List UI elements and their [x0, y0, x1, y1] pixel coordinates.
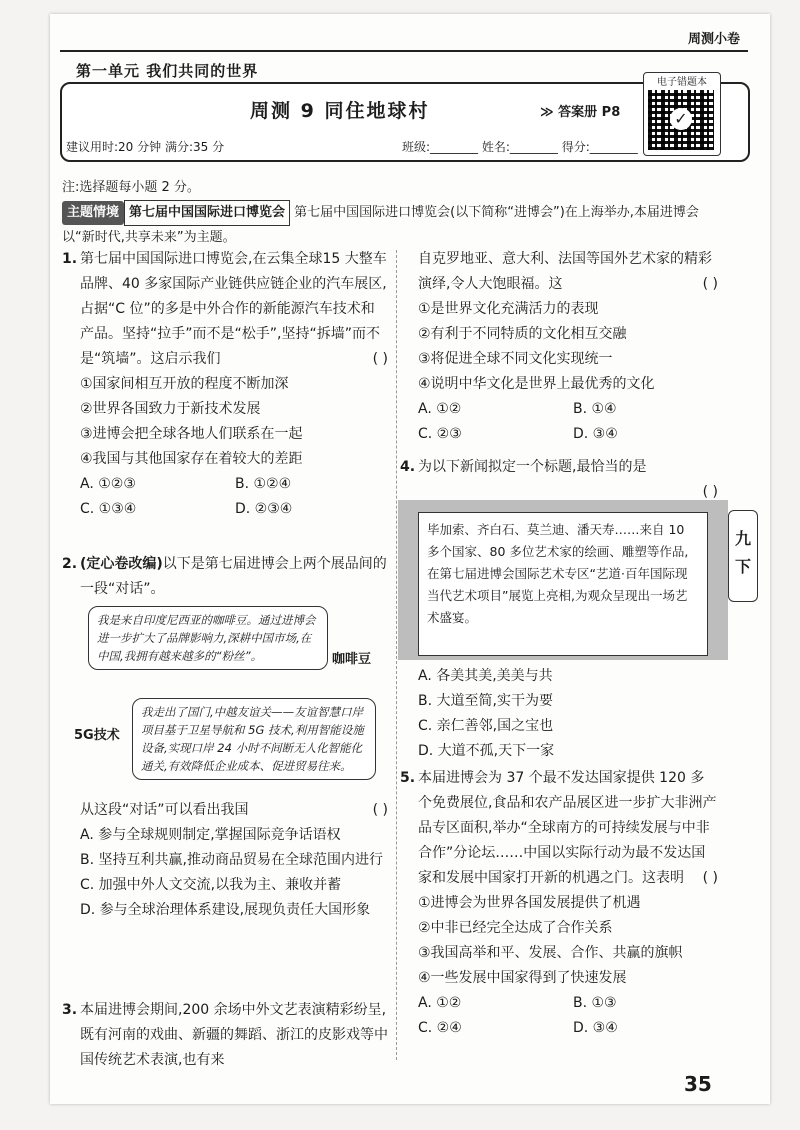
side-tab-char: 下 [734, 557, 751, 576]
q2-option[interactable]: D. 参与全球治理体系建设,展现负责任大国形象 [80, 902, 371, 918]
question-1 [62, 247, 388, 522]
question-5 [400, 766, 718, 1041]
q3-option[interactable]: A. ①② [418, 401, 462, 417]
q2-stem: 以下是第七届进博会上两个展品间的一段“对话”。 [80, 556, 387, 597]
q5-option[interactable]: C. ②④ [418, 1020, 462, 1036]
q2-option[interactable]: C. 加强中外人文交流,以我为主、兼收并蓄 [80, 877, 342, 893]
q1-option[interactable]: C. ①③④ [80, 501, 137, 517]
question-2 [62, 552, 388, 602]
q5-answer-paren[interactable]: ( ) [702, 870, 718, 886]
q3-option[interactable]: C. ②③ [418, 426, 462, 442]
q5-item: ②中非已经完全达成了合作关系 [418, 920, 613, 936]
q5-item: ③我国高举和平、发展、合作、共赢的旗帜 [418, 945, 683, 961]
q1-item: ③进博会把全球各地人们联系在一起 [80, 426, 303, 442]
question-4 [400, 455, 718, 505]
q2-option[interactable]: A. 参与全球规则制定,掌握国际竞争话语权 [80, 827, 341, 843]
q3-number: 3. [62, 1002, 78, 1018]
q2-source-tag: (定心卷改编) [80, 556, 163, 572]
5g-speech-bubble: 我走出了国门,中越友谊关——友谊智慧口岸项目基于卫星导航和 5G 技术,利用智能设施设备,实现口岸 24 小时不间断无人化智能化通关,有效降低企业成本、促进贸易往来。 [132, 698, 376, 780]
q4-answer-paren[interactable]: ( ) [702, 484, 718, 500]
q1-option[interactable]: D. ②③④ [235, 501, 293, 517]
q5-stem: 本届进博会为 37 个最不发达国家提供 120 多个免费展位,食品和农产品展区进一步扩大非洲产品专区面积,举办“全球南方的可持续发展与中非合作”分论坛……中国以实际行动为最不发达国家和发展中国家打开新的机遇之门。这表明 [418, 770, 717, 886]
q5-number: 5. [400, 770, 416, 786]
coffee-speaker: 咖啡豆 [332, 652, 372, 667]
q5-item: ①进博会为世界各国发展提供了机遇 [418, 895, 641, 911]
q4-option[interactable]: C. 亲仁善邻,国之宝也 [418, 718, 554, 734]
q4-option[interactable]: A. 各美其美,美美与共 [418, 668, 553, 684]
news-text: 毕加索、齐白石、莫兰迪、潘天寿……来自 10 多个国家、80 多位艺术家的绘画、雕塑等作品,在第七届进博会国际艺术专区“艺道·百年国际现当代艺术项目”展览上亮相,为观众呈现出一场艺术盛宴。 [418, 512, 708, 656]
q2-option[interactable]: B. 坚持互利共赢,推动商品贸易在全球范围内进行 [80, 852, 383, 868]
coffee-speech-bubble: 我是来自印度尼西亚的咖啡豆。通过进博会进一步扩大了品牌影响力,深耕中国市场,在中国,我拥有越来越多的“粉丝”。 [88, 606, 328, 670]
q4-option[interactable]: B. 大道至简,实干为要 [418, 693, 553, 709]
q1-item: ①国家间相互开放的程度不断加深 [80, 376, 289, 392]
page-number: 35 [684, 1072, 712, 1096]
q2-number: 2. [62, 556, 78, 572]
student-fields: 班级:________ 姓名:________ 得分:________ [402, 140, 638, 154]
q5-option[interactable]: B. ①③ [573, 995, 617, 1011]
q4-option[interactable]: D. 大道不孤,天下一家 [418, 743, 555, 759]
q4-options [418, 664, 718, 764]
q3-item: ③将促进全球不同文化实现统一 [418, 351, 613, 367]
column-divider [396, 250, 397, 1060]
question-3-cont [418, 247, 718, 447]
theme-text: 第七届中国国际进口博览会(以下简称“进博会”)在上海举办,本届进博会以“新时代,共享未来”为主题。 [62, 205, 699, 245]
q3-option[interactable]: B. ①④ [573, 401, 617, 417]
q1-number: 1. [62, 251, 78, 267]
question-2-body [80, 798, 388, 923]
theme-badge: 主题情境 [62, 201, 124, 225]
header-tag: 周测小卷 [687, 32, 740, 47]
q3-item: ④说明中华文化是世界上最优秀的文化 [418, 376, 655, 392]
quiz-title: 周测 9 同住地球村 [250, 100, 430, 122]
q5-option[interactable]: A. ①② [418, 995, 462, 1011]
q4-stem: 为以下新闻拟定一个标题,最恰当的是 [418, 459, 647, 475]
q3-item: ②有利于不同特质的文化相互交融 [418, 326, 627, 342]
q3-answer-paren[interactable]: ( ) [702, 276, 718, 292]
unit-title: 第一单元 我们共同的世界 [76, 62, 259, 80]
q1-stem: 第七届中国国际进口博览会,在云集全球15 大整车品牌、40 多家国际产业链供应链企业的汽车展区,占据“C 位”的多是中外合作的新能源汽车技术和产品。坚持“拉手”而不是“松手”,坚持“拆墙”而不是“筑墙”。这启示我们 [80, 251, 387, 367]
q3-option[interactable]: D. ③④ [573, 426, 618, 442]
q1-item: ②世界各国致力于新技术发展 [80, 401, 261, 417]
q3-stem-right: 自克罗地亚、意大利、法国等国外艺术家的精彩演绎,令人大饱眼福。这 [418, 251, 712, 292]
q4-number: 4. [400, 459, 416, 475]
question-3 [62, 998, 388, 1073]
side-tab-char: 九 [734, 529, 751, 548]
q2-answer-paren[interactable]: ( ) [372, 802, 388, 818]
theme-topic: 第七届中国国际进口博览会 [124, 200, 290, 226]
grade-side-tab[interactable] [728, 510, 758, 602]
5g-speaker: 5G技术 [74, 728, 120, 743]
q1-answer-paren[interactable]: ( ) [372, 351, 388, 367]
header-rule [60, 50, 748, 52]
q1-option[interactable]: B. ①②④ [235, 476, 292, 492]
answer-reference: ≫ 答案册 P8 [540, 105, 621, 120]
check-icon: ✓ [670, 108, 692, 130]
time-score-info: 建议用时:20 分钟 满分:35 分 [66, 140, 225, 154]
q3-stem-left: 本届进博会期间,200 余场中外文艺表演精彩纷呈,既有河南的戏曲、新疆的舞蹈、浙江的皮影戏等中国传统艺术表演,也有来 [80, 1002, 388, 1068]
theme-context [62, 200, 722, 250]
q2-ask: 从这段“对话”可以看出我国 [80, 802, 249, 818]
q5-item: ④一些发展中国家得到了快速发展 [418, 970, 627, 986]
q5-option[interactable]: D. ③④ [573, 1020, 618, 1036]
q1-item: ④我国与其他国家存在着较大的差距 [80, 451, 303, 467]
q1-option[interactable]: A. ①②③ [80, 476, 136, 492]
ebook-label: 电子错题本 [657, 77, 707, 88]
note: 注:选择题每小题 2 分。 [62, 180, 200, 195]
q3-item: ①是世界文化充满活力的表现 [418, 301, 599, 317]
